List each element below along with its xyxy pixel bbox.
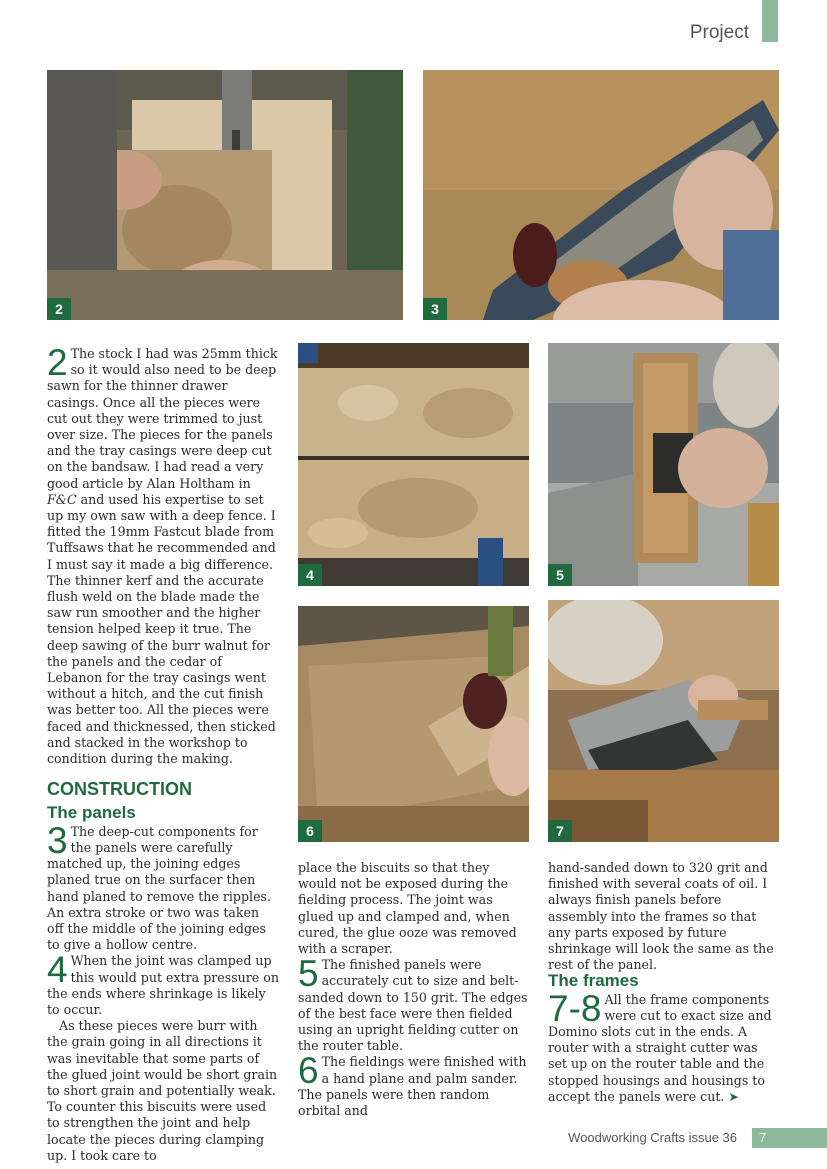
step-number-6: 6: [298, 1050, 319, 1092]
construction-heading: CONSTRUCTION: [47, 779, 192, 800]
router-table-panel-photo: [548, 343, 779, 586]
paragraph-step-6: [298, 1050, 530, 1119]
journal-abbreviation: F&C: [47, 491, 77, 507]
paragraph-step-2: [47, 342, 279, 767]
photo-number-badge: 4: [298, 564, 322, 586]
photo-number-badge: 7: [548, 820, 572, 842]
step-number-3: 3: [47, 819, 68, 861]
text-column-1: [47, 342, 279, 1164]
photo-number-badge: 5: [548, 564, 572, 586]
paragraph-step-5: [298, 953, 530, 1054]
footer-page-number: 7: [752, 1128, 827, 1148]
paragraph-step-4: [47, 949, 279, 1018]
paragraph-text: When the joint was clamped up this would put extra pressure on the ends where shrinkage is likely to occur.: [47, 953, 279, 1017]
step-number-7-8: 7-8: [548, 987, 602, 1029]
photo-number-badge: 2: [47, 298, 71, 320]
paragraph-step-7-8: [548, 987, 780, 1105]
paragraph-finishing-continued: hand-sanded down to 320 grit and finished with several coats of oil. I always finish panels before assembly into the frames so that any parts exposed by future shrinkage will look the same as the rest of the panel.: [548, 860, 774, 973]
step-number-2: 2: [47, 342, 68, 383]
paragraph-text: The finished panels were accurately cut to size and belt-sanded down to 150 grit. The edges of the best face were then fielded using an upright fielding cutter on the router table.: [298, 957, 528, 1054]
text-column-2: [298, 860, 530, 1119]
paragraph-text: The fieldings were finished with a hand plane and palm sander. The panels were then random orbital and: [298, 1054, 527, 1119]
photo-number-badge: 6: [298, 820, 322, 842]
panels-subheading: The panels: [47, 803, 136, 823]
text-column-3: [548, 860, 780, 1105]
paragraph-text: The deep-cut components for the panels were carefully matched up, the joining edges planed true on the surfacer then hand planed to remove the ripples. An extra stroke or two was taken off the middle of the joining edges to give a hollow centre.: [47, 823, 271, 953]
header-tab-bar: [762, 0, 778, 42]
paragraph-step-3: [47, 819, 279, 954]
paragraph-text: and used his expertise to set up my own saw with a deep fence. I fitted the 19mm Fastcut blade from Tuffsaws that he recommended and I must say it made a big difference. The thinner kerf and the accurate flush weld on the blade made the saw run smoother and the higher tension helped keep it true. The deep sawing of the burr walnut for the panels and the cedar of Lebanon for the tray casings went without a hitch, and the cut finish was better too. All the pieces were faced and thicknessed, then sticked and stacked in the workshop to condition during the making.: [47, 491, 276, 767]
bandsaw-cutting-wood-photo: [47, 70, 403, 320]
footer-magazine-issue: Woodworking Crafts issue 36: [568, 1130, 737, 1145]
paragraph-biscuits-continued: place the biscuits so that they would not be exposed during the fielding process. The joint was glued up and clamped and, when cured, the glue ooze was removed with a scraper.: [298, 860, 517, 957]
section-label: Project: [689, 22, 749, 43]
step-number-4: 4: [47, 949, 68, 991]
hand-plane-photo: [423, 70, 779, 320]
plane-on-panel-photo: [298, 606, 529, 842]
photo-number-badge: 3: [423, 298, 447, 320]
paragraph-text: The stock I had was 25mm thick so it would also need to be deep sawn for the thinner drawer casings. Once all the pieces were cut out they were trimmed to just over size. The pieces for the panels and the tray casings were deep cut on the bandsaw. I had read a very good article by Alan Holtham in: [47, 346, 278, 491]
paragraph-text: All the frame components were cut to exact size and Domino slots cut in the ends. A router with a straight cutter was set up on the router table and the stopped housings and housings to accept the panels were cut.: [548, 991, 772, 1104]
paragraph-step-4-continued: As these pieces were burr with the grain going in all directions it was inevitable that some parts of the glued joint would be short grain to short grain and potentially weak. To counter this biscuits were used to strengthen the joint and help locate the pieces during clamping up. I took care to: [47, 1018, 278, 1163]
burr-walnut-panels-photo: [298, 343, 529, 586]
step-number-5: 5: [298, 953, 319, 995]
continue-arrow-icon: ➤: [728, 1088, 739, 1104]
frames-subheading: The frames: [548, 971, 639, 991]
domino-jointer-photo: [548, 600, 779, 842]
